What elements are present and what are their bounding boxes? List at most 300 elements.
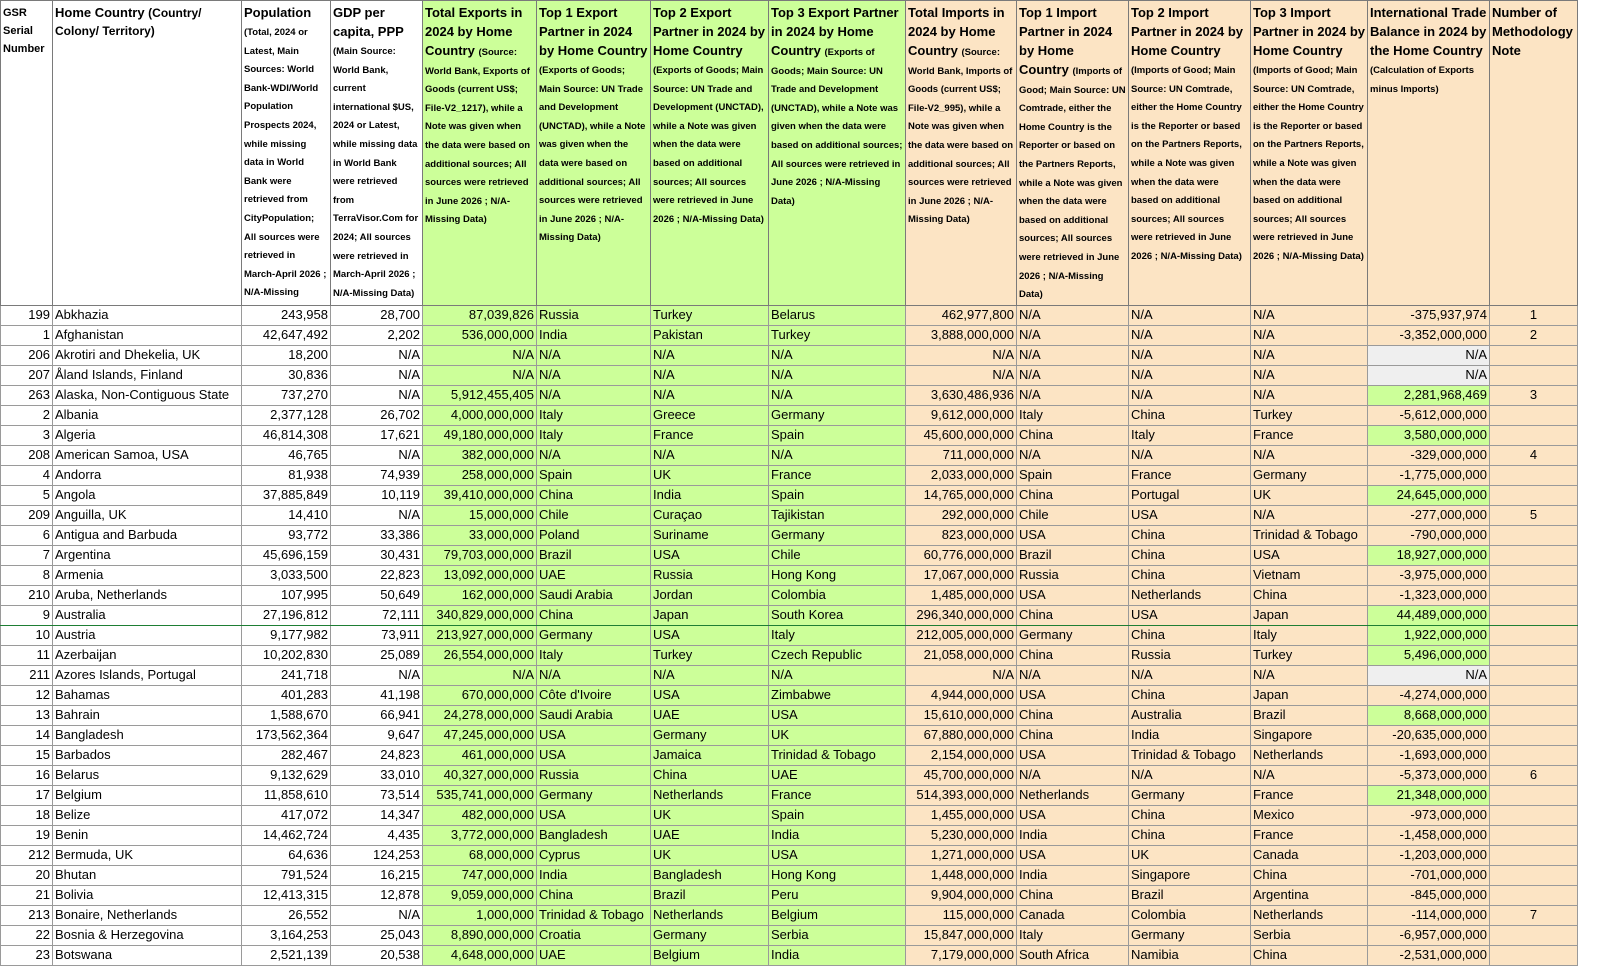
cell-gsr-serial[interactable]: 16 [1, 765, 53, 785]
cell-total-exports[interactable]: 4,000,000,000 [423, 405, 537, 425]
cell-top1-import[interactable]: China [1017, 725, 1129, 745]
cell-top3-import[interactable]: N/A [1251, 325, 1368, 345]
cell-gdp-per-capita[interactable]: N/A [331, 345, 423, 365]
cell-gdp-per-capita[interactable]: N/A [331, 505, 423, 525]
cell-trade-balance[interactable]: -1,203,000,000 [1368, 845, 1490, 865]
cell-total-exports[interactable]: 8,890,000,000 [423, 925, 537, 945]
table-row[interactable] [1, 345, 1578, 365]
cell-top2-import[interactable]: China [1129, 805, 1251, 825]
table-row[interactable] [1, 445, 1578, 465]
table-row[interactable] [1, 945, 1578, 965]
cell-gsr-serial[interactable]: 199 [1, 305, 53, 325]
cell-top1-export[interactable]: Italy [537, 645, 651, 665]
cell-methodology-note[interactable]: 3 [1490, 385, 1578, 405]
cell-top1-import[interactable]: N/A [1017, 325, 1129, 345]
cell-top2-export[interactable]: USA [651, 685, 769, 705]
cell-total-exports[interactable]: 535,741,000,000 [423, 785, 537, 805]
cell-gsr-serial[interactable]: 211 [1, 665, 53, 685]
cell-total-imports[interactable]: N/A [906, 365, 1017, 385]
cell-top1-export[interactable]: Germany [537, 785, 651, 805]
cell-top1-import[interactable]: N/A [1017, 345, 1129, 365]
cell-methodology-note[interactable] [1490, 885, 1578, 905]
table-row[interactable] [1, 845, 1578, 865]
cell-trade-balance[interactable]: -3,352,000,000 [1368, 325, 1490, 345]
cell-top3-export[interactable]: Germany [769, 525, 906, 545]
cell-top3-export[interactable]: Hong Kong [769, 565, 906, 585]
cell-total-exports[interactable]: 24,278,000,000 [423, 705, 537, 725]
cell-total-exports[interactable]: 461,000,000 [423, 745, 537, 765]
cell-home-country[interactable]: Angola [53, 485, 242, 505]
cell-top3-import[interactable]: N/A [1251, 345, 1368, 365]
cell-top1-import[interactable]: USA [1017, 745, 1129, 765]
cell-top2-export[interactable]: Curaçao [651, 505, 769, 525]
cell-gsr-serial[interactable]: 22 [1, 925, 53, 945]
cell-total-imports[interactable]: 1,485,000,000 [906, 585, 1017, 605]
cell-gdp-per-capita[interactable]: 72,111 [331, 605, 423, 625]
cell-population[interactable]: 14,462,724 [242, 825, 331, 845]
cell-top1-import[interactable]: USA [1017, 845, 1129, 865]
cell-methodology-note[interactable] [1490, 785, 1578, 805]
cell-top3-import[interactable]: China [1251, 865, 1368, 885]
cell-total-exports[interactable]: 68,000,000 [423, 845, 537, 865]
cell-top2-export[interactable]: UK [651, 805, 769, 825]
cell-top1-import[interactable]: USA [1017, 685, 1129, 705]
cell-population[interactable]: 241,718 [242, 665, 331, 685]
header-top3-export[interactable] [769, 1, 906, 306]
cell-total-imports[interactable]: N/A [906, 665, 1017, 685]
cell-top2-import[interactable]: Netherlands [1129, 585, 1251, 605]
cell-total-imports[interactable]: 296,340,000,000 [906, 605, 1017, 625]
cell-total-imports[interactable]: 1,448,000,000 [906, 865, 1017, 885]
cell-home-country[interactable]: Austria [53, 625, 242, 645]
cell-total-exports[interactable]: 39,410,000,000 [423, 485, 537, 505]
cell-top3-export[interactable]: Spain [769, 425, 906, 445]
cell-gsr-serial[interactable]: 17 [1, 785, 53, 805]
cell-top3-import[interactable]: N/A [1251, 505, 1368, 525]
table-row[interactable] [1, 365, 1578, 385]
header-top2-export[interactable] [651, 1, 769, 306]
table-row[interactable] [1, 605, 1578, 625]
cell-population[interactable]: 173,562,364 [242, 725, 331, 745]
cell-top3-export[interactable]: N/A [769, 385, 906, 405]
cell-top1-import[interactable]: India [1017, 865, 1129, 885]
cell-gsr-serial[interactable]: 206 [1, 345, 53, 365]
cell-top3-export[interactable]: South Korea [769, 605, 906, 625]
cell-gdp-per-capita[interactable]: 4,435 [331, 825, 423, 845]
cell-top3-import[interactable]: USA [1251, 545, 1368, 565]
cell-top1-export[interactable]: India [537, 865, 651, 885]
cell-top1-export[interactable]: Poland [537, 525, 651, 545]
cell-population[interactable]: 243,958 [242, 305, 331, 325]
cell-methodology-note[interactable] [1490, 685, 1578, 705]
cell-trade-balance[interactable]: -790,000,000 [1368, 525, 1490, 545]
cell-trade-balance[interactable]: N/A [1368, 345, 1490, 365]
cell-top2-export[interactable]: Brazil [651, 885, 769, 905]
cell-top2-export[interactable]: France [651, 425, 769, 445]
cell-home-country[interactable]: Andorra [53, 465, 242, 485]
cell-top2-export[interactable]: India [651, 485, 769, 505]
cell-total-imports[interactable]: 3,888,000,000 [906, 325, 1017, 345]
cell-trade-balance[interactable]: -6,957,000,000 [1368, 925, 1490, 945]
cell-top1-export[interactable]: Chile [537, 505, 651, 525]
cell-top3-export[interactable]: Italy [769, 625, 906, 645]
cell-total-imports[interactable]: 5,230,000,000 [906, 825, 1017, 845]
cell-top2-export[interactable]: N/A [651, 365, 769, 385]
cell-top1-export[interactable]: Croatia [537, 925, 651, 945]
cell-gdp-per-capita[interactable]: N/A [331, 665, 423, 685]
cell-top2-import[interactable]: China [1129, 405, 1251, 425]
header-trade-balance[interactable] [1368, 1, 1490, 306]
cell-top3-import[interactable]: Mexico [1251, 805, 1368, 825]
table-row[interactable] [1, 385, 1578, 405]
table-row[interactable] [1, 745, 1578, 765]
cell-top3-import[interactable]: N/A [1251, 445, 1368, 465]
cell-top2-export[interactable]: Netherlands [651, 905, 769, 925]
cell-trade-balance[interactable]: -277,000,000 [1368, 505, 1490, 525]
cell-population[interactable]: 12,413,315 [242, 885, 331, 905]
cell-top2-export[interactable]: N/A [651, 445, 769, 465]
cell-trade-balance[interactable]: -4,274,000,000 [1368, 685, 1490, 705]
cell-top1-export[interactable]: Italy [537, 405, 651, 425]
cell-methodology-note[interactable] [1490, 825, 1578, 845]
cell-methodology-note[interactable] [1490, 745, 1578, 765]
cell-top1-import[interactable]: Russia [1017, 565, 1129, 585]
cell-gsr-serial[interactable]: 3 [1, 425, 53, 445]
cell-top3-export[interactable]: Germany [769, 405, 906, 425]
cell-top2-export[interactable]: Jamaica [651, 745, 769, 765]
cell-home-country[interactable]: Akrotiri and Dhekelia, UK [53, 345, 242, 365]
cell-total-imports[interactable]: 292,000,000 [906, 505, 1017, 525]
cell-total-exports[interactable]: 482,000,000 [423, 805, 537, 825]
cell-home-country[interactable]: Åland Islands, Finland [53, 365, 242, 385]
cell-gsr-serial[interactable]: 209 [1, 505, 53, 525]
cell-top2-export[interactable]: N/A [651, 345, 769, 365]
table-row[interactable] [1, 925, 1578, 945]
cell-top3-import[interactable]: UK [1251, 485, 1368, 505]
cell-trade-balance[interactable]: 21,348,000,000 [1368, 785, 1490, 805]
cell-top2-import[interactable]: N/A [1129, 765, 1251, 785]
cell-top1-export[interactable]: UAE [537, 565, 651, 585]
header-methodology-note[interactable] [1490, 1, 1578, 306]
cell-top1-import[interactable]: USA [1017, 525, 1129, 545]
cell-total-exports[interactable]: 258,000,000 [423, 465, 537, 485]
cell-home-country[interactable]: Armenia [53, 565, 242, 585]
cell-gsr-serial[interactable]: 23 [1, 945, 53, 965]
cell-gsr-serial[interactable]: 208 [1, 445, 53, 465]
cell-top1-export[interactable]: China [537, 605, 651, 625]
cell-top2-export[interactable]: Greece [651, 405, 769, 425]
cell-trade-balance[interactable]: 1,922,000,000 [1368, 625, 1490, 645]
cell-home-country[interactable]: Australia [53, 605, 242, 625]
cell-top1-export[interactable]: N/A [537, 665, 651, 685]
cell-top1-export[interactable]: USA [537, 745, 651, 765]
cell-top2-export[interactable]: Pakistan [651, 325, 769, 345]
cell-total-exports[interactable]: 79,703,000,000 [423, 545, 537, 565]
cell-gdp-per-capita[interactable]: 10,119 [331, 485, 423, 505]
cell-top3-export[interactable]: Colombia [769, 585, 906, 605]
cell-home-country[interactable]: Azores Islands, Portugal [53, 665, 242, 685]
table-row[interactable] [1, 525, 1578, 545]
table-row[interactable] [1, 545, 1578, 565]
cell-total-imports[interactable]: 60,776,000,000 [906, 545, 1017, 565]
cell-top3-import[interactable]: France [1251, 785, 1368, 805]
cell-total-imports[interactable]: 9,612,000,000 [906, 405, 1017, 425]
cell-total-exports[interactable]: 340,829,000,000 [423, 605, 537, 625]
cell-gsr-serial[interactable]: 5 [1, 485, 53, 505]
cell-population[interactable]: 46,765 [242, 445, 331, 465]
cell-home-country[interactable]: Bangladesh [53, 725, 242, 745]
cell-population[interactable]: 3,033,500 [242, 565, 331, 585]
cell-gdp-per-capita[interactable]: 124,253 [331, 845, 423, 865]
cell-top1-import[interactable]: Canada [1017, 905, 1129, 925]
cell-home-country[interactable]: Afghanistan [53, 325, 242, 345]
cell-total-exports[interactable]: 26,554,000,000 [423, 645, 537, 665]
cell-home-country[interactable]: Bhutan [53, 865, 242, 885]
cell-population[interactable]: 282,467 [242, 745, 331, 765]
cell-population[interactable]: 93,772 [242, 525, 331, 545]
cell-top1-export[interactable]: China [537, 885, 651, 905]
cell-population[interactable]: 45,696,159 [242, 545, 331, 565]
cell-methodology-note[interactable] [1490, 665, 1578, 685]
cell-top1-import[interactable]: Spain [1017, 465, 1129, 485]
cell-top2-import[interactable]: China [1129, 525, 1251, 545]
cell-gsr-serial[interactable]: 263 [1, 385, 53, 405]
cell-top2-export[interactable]: Russia [651, 565, 769, 585]
cell-home-country[interactable]: Antigua and Barbuda [53, 525, 242, 545]
cell-gdp-per-capita[interactable]: 9,647 [331, 725, 423, 745]
cell-top3-import[interactable]: Serbia [1251, 925, 1368, 945]
cell-top1-export[interactable]: USA [537, 725, 651, 745]
header-top2-import[interactable] [1129, 1, 1251, 306]
cell-total-imports[interactable]: 823,000,000 [906, 525, 1017, 545]
cell-methodology-note[interactable] [1490, 925, 1578, 945]
cell-methodology-note[interactable] [1490, 345, 1578, 365]
cell-trade-balance[interactable]: -20,635,000,000 [1368, 725, 1490, 745]
cell-trade-balance[interactable]: -845,000,000 [1368, 885, 1490, 905]
cell-total-imports[interactable]: 2,033,000,000 [906, 465, 1017, 485]
cell-top3-export[interactable]: USA [769, 705, 906, 725]
cell-top3-import[interactable]: China [1251, 585, 1368, 605]
table-row[interactable] [1, 465, 1578, 485]
cell-top3-export[interactable]: France [769, 785, 906, 805]
header-total-exports[interactable] [423, 1, 537, 306]
cell-top2-export[interactable]: UK [651, 465, 769, 485]
cell-trade-balance[interactable]: -1,693,000,000 [1368, 745, 1490, 765]
cell-total-imports[interactable]: 212,005,000,000 [906, 625, 1017, 645]
cell-top2-import[interactable]: N/A [1129, 445, 1251, 465]
cell-home-country[interactable]: Belize [53, 805, 242, 825]
cell-gsr-serial[interactable]: 19 [1, 825, 53, 845]
cell-total-exports[interactable]: 5,912,455,405 [423, 385, 537, 405]
cell-population[interactable]: 26,552 [242, 905, 331, 925]
cell-gsr-serial[interactable]: 21 [1, 885, 53, 905]
cell-top3-import[interactable]: N/A [1251, 385, 1368, 405]
cell-top3-export[interactable]: UAE [769, 765, 906, 785]
cell-gdp-per-capita[interactable]: 28,700 [331, 305, 423, 325]
cell-top2-export[interactable]: Bangladesh [651, 865, 769, 885]
cell-gsr-serial[interactable]: 14 [1, 725, 53, 745]
cell-top3-import[interactable]: Vietnam [1251, 565, 1368, 585]
cell-total-exports[interactable]: 15,000,000 [423, 505, 537, 525]
cell-total-imports[interactable]: 17,067,000,000 [906, 565, 1017, 585]
cell-top2-import[interactable]: France [1129, 465, 1251, 485]
cell-top3-import[interactable]: Canada [1251, 845, 1368, 865]
cell-total-exports[interactable]: N/A [423, 345, 537, 365]
cell-top1-export[interactable]: Saudi Arabia [537, 705, 651, 725]
cell-top2-export[interactable]: Turkey [651, 645, 769, 665]
cell-top2-import[interactable]: Colombia [1129, 905, 1251, 925]
table-row[interactable] [1, 645, 1578, 665]
cell-home-country[interactable]: Bahamas [53, 685, 242, 705]
cell-population[interactable]: 10,202,830 [242, 645, 331, 665]
cell-top1-import[interactable]: China [1017, 885, 1129, 905]
cell-top1-export[interactable]: Trinidad & Tobago [537, 905, 651, 925]
table-row[interactable] [1, 805, 1578, 825]
cell-top2-export[interactable]: UK [651, 845, 769, 865]
cell-gdp-per-capita[interactable]: 50,649 [331, 585, 423, 605]
cell-total-imports[interactable]: 21,058,000,000 [906, 645, 1017, 665]
cell-trade-balance[interactable]: 24,645,000,000 [1368, 485, 1490, 505]
cell-trade-balance[interactable]: -701,000,000 [1368, 865, 1490, 885]
cell-top1-import[interactable]: Chile [1017, 505, 1129, 525]
cell-population[interactable]: 46,814,308 [242, 425, 331, 445]
cell-top3-export[interactable]: N/A [769, 365, 906, 385]
cell-methodology-note[interactable]: 7 [1490, 905, 1578, 925]
cell-gdp-per-capita[interactable]: N/A [331, 445, 423, 465]
cell-gdp-per-capita[interactable]: N/A [331, 905, 423, 925]
cell-methodology-note[interactable] [1490, 845, 1578, 865]
table-row[interactable] [1, 885, 1578, 905]
cell-top2-import[interactable]: N/A [1129, 365, 1251, 385]
cell-top3-export[interactable]: India [769, 945, 906, 965]
cell-top2-export[interactable]: N/A [651, 385, 769, 405]
cell-total-exports[interactable]: 3,772,000,000 [423, 825, 537, 845]
cell-home-country[interactable]: Aruba, Netherlands [53, 585, 242, 605]
cell-gsr-serial[interactable]: 10 [1, 625, 53, 645]
table-row[interactable] [1, 625, 1578, 645]
cell-total-imports[interactable]: N/A [906, 345, 1017, 365]
cell-top1-export[interactable]: Germany [537, 625, 651, 645]
cell-top1-import[interactable]: South Africa [1017, 945, 1129, 965]
cell-total-exports[interactable]: 13,092,000,000 [423, 565, 537, 585]
cell-top2-import[interactable]: China [1129, 625, 1251, 645]
header-gsr-serial[interactable] [1, 1, 53, 306]
table-row[interactable] [1, 905, 1578, 925]
cell-total-imports[interactable]: 15,847,000,000 [906, 925, 1017, 945]
header-gdp-per-capita[interactable] [331, 1, 423, 306]
cell-top2-import[interactable]: N/A [1129, 385, 1251, 405]
cell-top3-import[interactable]: Netherlands [1251, 745, 1368, 765]
cell-top3-import[interactable]: Netherlands [1251, 905, 1368, 925]
cell-top3-import[interactable]: N/A [1251, 365, 1368, 385]
cell-total-exports[interactable]: 4,648,000,000 [423, 945, 537, 965]
cell-top2-export[interactable]: USA [651, 625, 769, 645]
cell-total-imports[interactable]: 4,944,000,000 [906, 685, 1017, 705]
cell-top1-export[interactable]: N/A [537, 385, 651, 405]
cell-gdp-per-capita[interactable]: 2,202 [331, 325, 423, 345]
cell-top3-export[interactable]: Chile [769, 545, 906, 565]
cell-total-exports[interactable]: 9,059,000,000 [423, 885, 537, 905]
cell-gsr-serial[interactable]: 13 [1, 705, 53, 725]
cell-methodology-note[interactable] [1490, 725, 1578, 745]
cell-methodology-note[interactable]: 5 [1490, 505, 1578, 525]
cell-home-country[interactable]: Bermuda, UK [53, 845, 242, 865]
cell-top3-import[interactable]: N/A [1251, 305, 1368, 325]
cell-top1-import[interactable]: N/A [1017, 385, 1129, 405]
header-population[interactable] [242, 1, 331, 306]
table-row[interactable] [1, 585, 1578, 605]
cell-population[interactable]: 37,885,849 [242, 485, 331, 505]
cell-total-exports[interactable]: 1,000,000 [423, 905, 537, 925]
cell-total-imports[interactable]: 3,630,486,936 [906, 385, 1017, 405]
cell-population[interactable]: 401,283 [242, 685, 331, 705]
cell-gdp-per-capita[interactable]: 14,347 [331, 805, 423, 825]
cell-top3-export[interactable]: Czech Republic [769, 645, 906, 665]
cell-methodology-note[interactable] [1490, 405, 1578, 425]
cell-gsr-serial[interactable]: 2 [1, 405, 53, 425]
cell-top1-export[interactable]: Italy [537, 425, 651, 445]
cell-trade-balance[interactable]: -375,937,974 [1368, 305, 1490, 325]
cell-methodology-note[interactable] [1490, 865, 1578, 885]
cell-top2-export[interactable]: UAE [651, 825, 769, 845]
cell-total-imports[interactable]: 1,455,000,000 [906, 805, 1017, 825]
cell-population[interactable]: 27,196,812 [242, 605, 331, 625]
cell-home-country[interactable]: Anguilla, UK [53, 505, 242, 525]
table-row[interactable] [1, 325, 1578, 345]
cell-methodology-note[interactable] [1490, 585, 1578, 605]
cell-gdp-per-capita[interactable]: 73,514 [331, 785, 423, 805]
cell-methodology-note[interactable] [1490, 525, 1578, 545]
table-row[interactable] [1, 665, 1578, 685]
cell-top1-import[interactable]: China [1017, 705, 1129, 725]
cell-trade-balance[interactable]: N/A [1368, 365, 1490, 385]
cell-home-country[interactable]: Alaska, Non-Contiguous State [53, 385, 242, 405]
cell-total-exports[interactable]: 47,245,000,000 [423, 725, 537, 745]
cell-total-imports[interactable]: 45,700,000,000 [906, 765, 1017, 785]
cell-top2-import[interactable]: China [1129, 825, 1251, 845]
cell-home-country[interactable]: Belarus [53, 765, 242, 785]
cell-gdp-per-capita[interactable]: 25,043 [331, 925, 423, 945]
cell-population[interactable]: 1,588,670 [242, 705, 331, 725]
cell-total-exports[interactable]: 213,927,000,000 [423, 625, 537, 645]
cell-total-imports[interactable]: 1,271,000,000 [906, 845, 1017, 865]
cell-top3-import[interactable]: Germany [1251, 465, 1368, 485]
cell-methodology-note[interactable] [1490, 705, 1578, 725]
cell-trade-balance[interactable]: -3,975,000,000 [1368, 565, 1490, 585]
cell-gsr-serial[interactable]: 20 [1, 865, 53, 885]
header-home-country[interactable] [53, 1, 242, 306]
cell-gsr-serial[interactable]: 11 [1, 645, 53, 665]
cell-top1-import[interactable]: Italy [1017, 405, 1129, 425]
table-row[interactable] [1, 685, 1578, 705]
cell-total-exports[interactable]: N/A [423, 665, 537, 685]
table-row[interactable] [1, 425, 1578, 445]
cell-top1-import[interactable]: N/A [1017, 665, 1129, 685]
cell-trade-balance[interactable]: -5,373,000,000 [1368, 765, 1490, 785]
cell-top1-export[interactable]: Russia [537, 765, 651, 785]
cell-top3-import[interactable]: Argentina [1251, 885, 1368, 905]
cell-gsr-serial[interactable]: 7 [1, 545, 53, 565]
cell-top2-import[interactable]: Singapore [1129, 865, 1251, 885]
cell-gdp-per-capita[interactable]: 66,941 [331, 705, 423, 725]
cell-top2-export[interactable]: Netherlands [651, 785, 769, 805]
table-row[interactable] [1, 485, 1578, 505]
cell-top3-import[interactable]: Trinidad & Tobago [1251, 525, 1368, 545]
cell-home-country[interactable]: Bonaire, Netherlands [53, 905, 242, 925]
cell-top1-import[interactable]: USA [1017, 585, 1129, 605]
cell-gsr-serial[interactable]: 4 [1, 465, 53, 485]
cell-population[interactable]: 18,200 [242, 345, 331, 365]
